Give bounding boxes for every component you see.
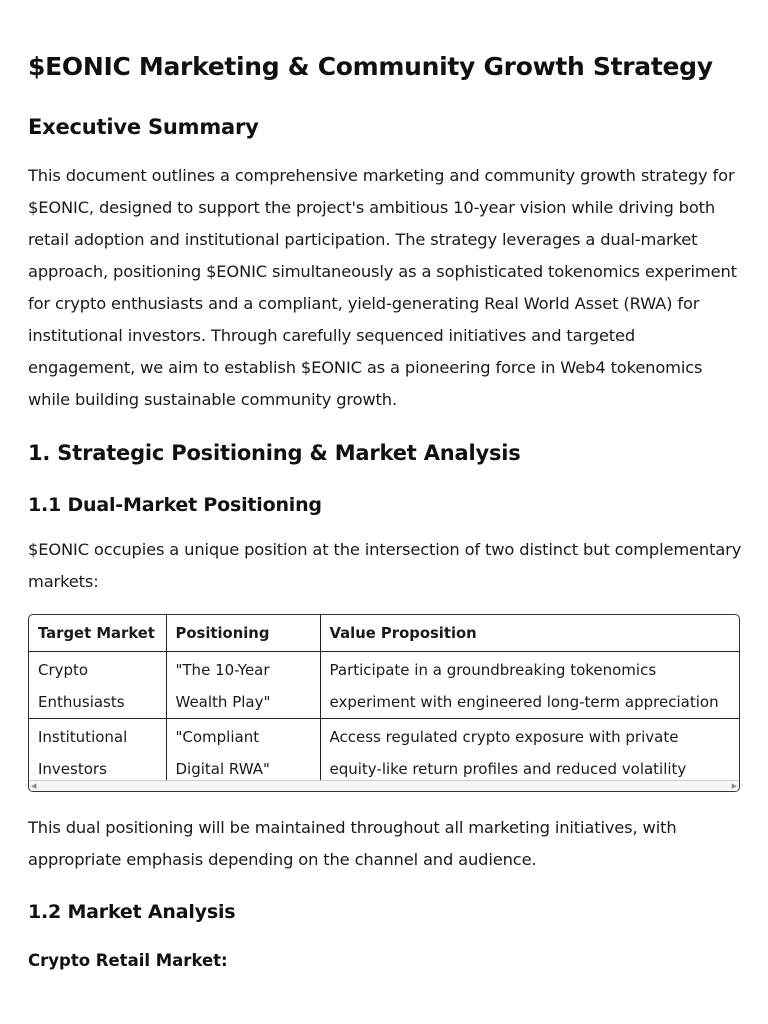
table-cell: Participate in a groundbreaking tokenomics experiment with engineered long-term appreciation bbox=[320, 652, 739, 719]
section-1-1-outro: This dual positioning will be maintained throughout all marketing initiatives, with appropriate emphasis depending on the channel and audience. bbox=[28, 818, 677, 869]
table-cell: "Compliant Digital RWA" bbox=[166, 719, 320, 786]
table-header-positioning: Positioning bbox=[166, 615, 320, 652]
document-title: $EONIC Marketing & Community Growth Strategy bbox=[28, 52, 713, 81]
executive-summary-heading: Executive Summary bbox=[28, 115, 259, 139]
table-cell: Access regulated crypto exposure with private equity-like return profiles and reduced volatility bbox=[329, 728, 687, 778]
crypto-retail-market-subheading: Crypto Retail Market: bbox=[28, 951, 228, 970]
section-1-2-heading: 1.2 Market Analysis bbox=[28, 901, 236, 923]
table-header-value-proposition: Value Proposition bbox=[320, 615, 739, 652]
table-cell: Institutional Investors bbox=[29, 719, 166, 786]
table-header-target-market: Target Market bbox=[29, 615, 166, 652]
section-1-1-heading: 1.1 Dual-Market Positioning bbox=[28, 494, 322, 516]
section-1-1-intro: $EONIC occupies a unique position at the intersection of two distinct but complementary markets: bbox=[28, 540, 742, 591]
dual-market-table bbox=[29, 615, 739, 785]
scroll-left-arrow-icon[interactable]: ◀ bbox=[31, 782, 37, 790]
scroll-right-arrow-icon[interactable]: ▶ bbox=[731, 782, 737, 790]
table-cell: "The 10-Year Wealth Play" bbox=[166, 652, 320, 719]
table-row bbox=[29, 652, 739, 719]
executive-summary-paragraph: This document outlines a comprehensive marketing and community growth strategy for $EONIC, designed to support the project's ambitious 10-year vision while driving both retail adoption and institutional participation. The strategy leverages a dual-market approach, positioning $EONIC simultaneously as a sophisticated tokenomics experiment for crypto enthusiasts and a compliant, yield-generating Real World Asset (RWA) for institutional investors. Through carefully sequenced initiatives and targeted engagement, we aim to establish $EONIC as a pioneering force in Web4 tokenomics while building sustainable community growth. bbox=[28, 166, 737, 409]
table-cell: Crypto Enthusiasts bbox=[29, 652, 166, 719]
table-horizontal-scrollbar[interactable] bbox=[29, 780, 739, 791]
dual-market-table-container[interactable] bbox=[28, 614, 740, 792]
table-row bbox=[29, 719, 739, 786]
section-1-heading: 1. Strategic Positioning & Market Analysis bbox=[28, 441, 521, 465]
table-header-row bbox=[29, 615, 739, 652]
